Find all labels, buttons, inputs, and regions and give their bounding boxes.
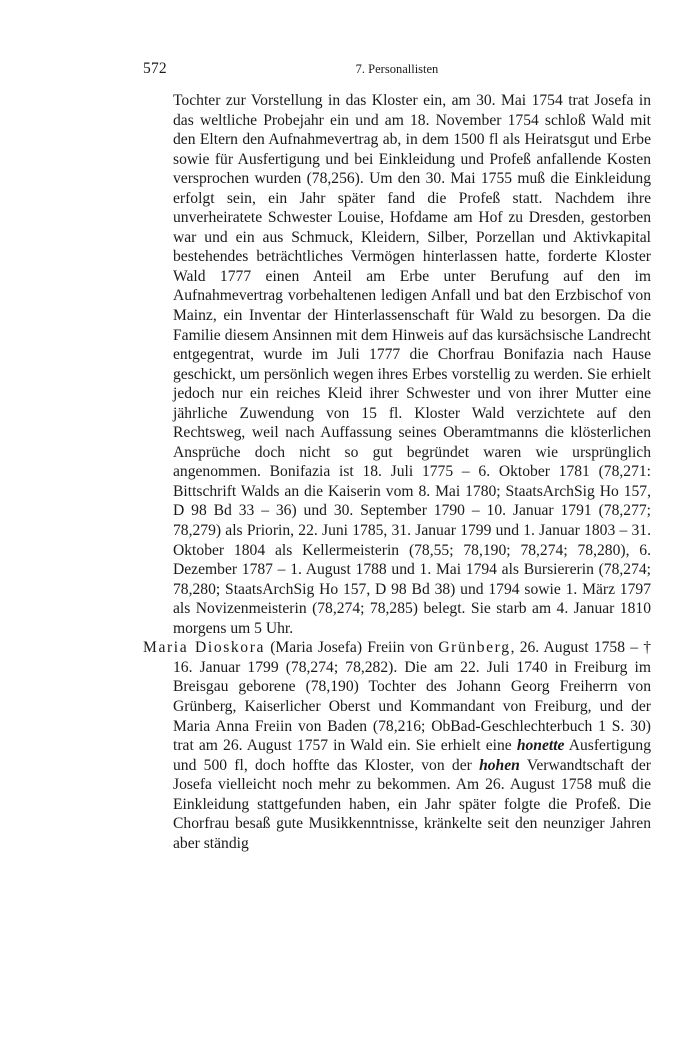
- entry-text-part-3: Verwandtschaft der Josefa vielleicht noch mehr zu bekommen. Am 26. August 1758 muß die Einkleidung stattgefunden haben, ein Jahr später folgte die Profeß. Die Chorfrau besaß gute Musikkenntnisse, kränkelte seit den neunziger Jahren aber ständig: [173, 756, 651, 852]
- entry-text-part-1: , 26. August 1758 – † 16. Januar 1799 (78,274; 78,282). Die am 22. Juli 1740 in Freiburg im Breisgau geborene (78,190) Tochter des Johann Georg Freiherrn von Grünberg, Kaiserlicher Oberst und Kommandant von Freiburg, und der Maria Anna Freiin von Baden (78,216; ObBad-Geschlechterbuch 1 S. 30) trat am 26. August 1757 in Wald ein. Sie erhielt eine: [173, 639, 651, 755]
- entry-emphasis-hohen: hohen: [479, 756, 520, 774]
- body-text: [143, 91, 651, 853]
- entry-emphasis-honette: honette: [516, 737, 565, 755]
- entry-alt-name: (Maria Josefa) Freiin von: [270, 639, 434, 657]
- running-header: [143, 60, 651, 80]
- page-number: 572: [143, 60, 167, 77]
- entry-surname: Grünberg: [438, 639, 511, 657]
- entry-first-name: Maria Dioskora: [143, 639, 266, 657]
- section-title: 7. Personallisten: [355, 62, 439, 76]
- entry-text-part-2: Ausfertigung und 500 fl, doch hoffte das Kloster, von der: [173, 737, 651, 774]
- continuation-paragraph: Tochter zur Vorstellung in das Kloster ein, am 30. Mai 1754 trat Josefa in das weltliche Probejahr ein und am 18. November 1754 schloß Wald mit den Eltern den Aufnahmevertrag ab, in dem 1500 fl als Heiratsgut und Erbe sowie für Ausfertigung und bei Einkleidung und Profeß anfallende Kosten versprochen wurden (78,256). Um den 30. Mai 1755 muß die Einkleidung erfolgt sein, ein Jahr später fand die Profeß statt. Nachdem ihre unverheiratete Schwester Louise, Hofdame am Hof zu Dresden, gestorben war und ein aus Schmuck, Kleidern, Silber, Porzellan und Aktivkapital bestehendes beträchtliches Vermögen hinterlassen hatte, forderte Kloster Wald 1777 einen Anteil am Erbe unter Berufung auf den im Aufnahmevertrag vorbehaltenen ledigen Anfall und bat den Erzbischof von Mainz, ein Inventar der Hinterlassenschaft für Wald zu besorgen. Da die Familie diesem Ansinnen mit dem Hinweis auf das kursächsische Landrecht entgegentrat, wurde im Juli 1777 die Chorfrau Bonifazia nach Hause geschickt, um persönlich wegen ihres Erbes vorstellig zu werden. Sie erhielt jedoch nur ein reiches Kleid ihrer Schwester und von ihrer Mutter eine jährliche Zuwendung von 15 fl. Kloster Wald verzichtete auf den Rechtsweg, weil nach Auffassung seines Oberamtmanns die klösterlichen Ansprüche doch nicht so gut begründet waren wie ursprünglich angenommen. Bonifazia ist 18. Juli 1775 – 6. Oktober 1781 (78,271: Bittschrift Walds an die Kaiserin vom 8. Mai 1780; StaatsArchSig Ho 157, D 98 Bd 33 – 36) und 30. September 1790 – 10. Januar 1791 (78,277; 78,279) als Priorin, 22. Juni 1785, 31. Januar 1799 und 1. Januar 1803 – 31. Oktober 1804 als Kellermeisterin (78,55; 78,190; 78,274; 78,280), 6. Dezember 1787 – 1. August 1788 und 1. Mai 1794 als Bursiererin (78,274; 78,280; StaatsArchSig Ho 157, D 98 Bd 38) und 1794 sowie 1. März 1797 als Novizenmeisterin (78,274; 78,285) belegt. Sie starb am 4. Januar 1810 morgens um 5 Uhr.: [173, 92, 651, 637]
- person-entry-grunberg: [143, 638, 651, 853]
